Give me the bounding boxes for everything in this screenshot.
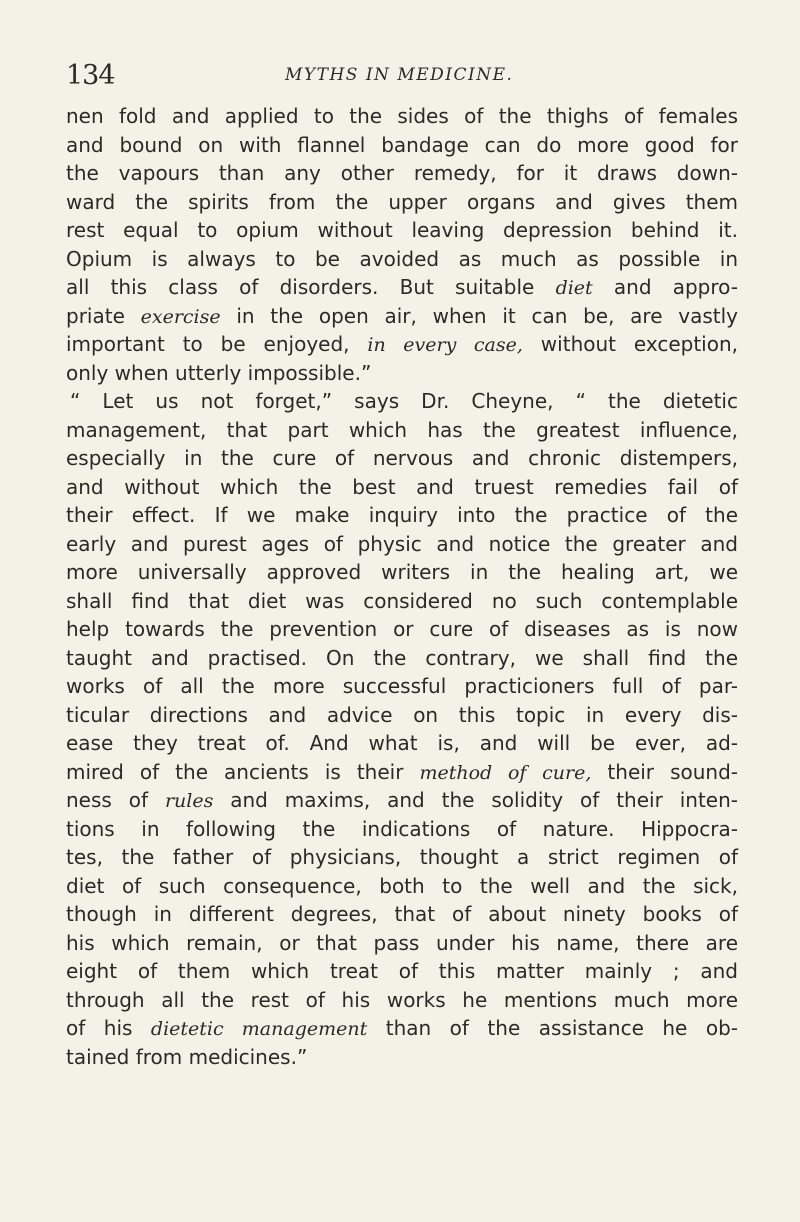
text-line xyxy=(66,159,738,188)
page-header xyxy=(66,54,734,94)
text-segment: shall find that diet was considered no such contemplable xyxy=(66,588,738,613)
text-line xyxy=(66,131,738,160)
text-line xyxy=(66,644,738,673)
italic-text: diet xyxy=(555,277,593,299)
text-segment: ticular directions and advice on this topic in every dis- xyxy=(66,702,738,727)
text-segment: works of all the more successful practicioners full of par- xyxy=(66,674,738,698)
text-line xyxy=(66,273,738,302)
text-segment: their sound- xyxy=(591,759,738,784)
text-segment: tained from medicines.” xyxy=(66,1044,308,1069)
text-line xyxy=(66,1043,738,1072)
text-line xyxy=(66,1014,738,1043)
text-line xyxy=(66,843,738,872)
text-segment: the vapours than any other remedy, for it draws down- xyxy=(66,161,738,185)
text-line xyxy=(66,473,738,502)
text-segment: tions in following the indications of nature. Hippocra- xyxy=(66,816,738,841)
text-segment: more universally approved writers in the healing art, we xyxy=(66,560,738,584)
text-line xyxy=(66,102,738,131)
text-segment: diet of such consequence, both to the well and the sick, xyxy=(66,873,738,898)
text-line xyxy=(66,986,738,1015)
text-segment: and without which the best and truest remedies fail of xyxy=(66,474,738,499)
text-line xyxy=(66,188,738,217)
text-line xyxy=(66,786,738,815)
text-line xyxy=(66,815,738,844)
text-line xyxy=(66,245,738,274)
text-segment: through all the rest of his works he mentions much more xyxy=(66,987,738,1012)
text-segment: tes, the father of physicians, thought a strict regimen of xyxy=(66,845,738,869)
text-line xyxy=(66,330,738,359)
text-line xyxy=(66,929,738,958)
text-line xyxy=(66,615,738,644)
text-segment: priate xyxy=(66,303,141,328)
text-segment: mired of the ancients is their xyxy=(66,759,420,784)
text-line xyxy=(66,701,738,730)
text-line xyxy=(66,587,738,616)
text-segment: only when utterly impossible.” xyxy=(66,360,372,385)
text-line xyxy=(66,672,738,701)
text-segment: than of the assistance he ob- xyxy=(367,1016,738,1040)
text-line xyxy=(66,444,738,473)
text-segment: especially in the cure of nervous and chronic distempers, xyxy=(66,446,738,470)
text-line xyxy=(66,900,738,929)
text-segment: ness of xyxy=(66,788,165,812)
text-line xyxy=(66,957,738,986)
running-head: MYTHS IN MEDICINE. xyxy=(285,65,514,85)
text-line xyxy=(66,302,738,331)
text-segment: all this class of disorders. But suitable xyxy=(66,275,556,299)
text-segment: rest equal to opium without leaving depression behind it. xyxy=(66,218,738,242)
text-segment: help towards the prevention or cure of diseases as is now xyxy=(66,617,738,641)
text-segment: important to be enjoyed, xyxy=(66,332,368,356)
text-line xyxy=(66,758,738,787)
italic-text: exercise xyxy=(140,305,221,328)
italic-text: method of cure, xyxy=(419,761,592,784)
text-segment: “ Let us not forget,” says Dr. Cheyne, “ the dietetic xyxy=(70,389,738,413)
text-segment: and appro- xyxy=(592,275,738,299)
text-segment: and maxims, and the solidity of their inten- xyxy=(213,788,738,812)
text-line xyxy=(66,558,738,587)
text-line xyxy=(66,387,738,416)
text-line xyxy=(66,872,738,901)
text-segment: eight of them which treat of this matter mainly ; and xyxy=(66,959,738,983)
text-segment: Opium is always to be avoided as much as possible in xyxy=(66,246,738,271)
text-segment: ward the spirits from the upper organs and gives them xyxy=(66,189,738,214)
text-line xyxy=(66,501,738,530)
text-segment: his which remain, or that pass under his name, there are xyxy=(66,930,738,955)
text-segment: ease they treat of. And what is, and will be ever, ad- xyxy=(66,731,738,755)
italic-text: in every case, xyxy=(367,334,523,356)
text-line xyxy=(66,729,738,758)
text-segment: their effect. If we make inquiry into the practice of the xyxy=(66,503,738,527)
text-segment: in the open air, when it can be, are vastly xyxy=(220,303,738,328)
italic-text: dietetic management xyxy=(150,1018,368,1040)
text-line xyxy=(66,216,738,245)
text-segment: without exception, xyxy=(522,332,738,356)
text-line xyxy=(66,530,738,559)
text-segment: though in different degrees, that of about ninety books of xyxy=(66,902,738,926)
text-segment: of his xyxy=(66,1016,151,1040)
text-line xyxy=(66,416,738,445)
page-number: 134 xyxy=(66,60,115,91)
text-segment: nen fold and applied to the sides of the thighs of females xyxy=(66,104,738,128)
italic-text: rules xyxy=(164,790,214,812)
text-segment: early and purest ages of physic and notice the greater and xyxy=(66,531,738,556)
text-segment: management, that part which has the greatest influence, xyxy=(66,417,738,442)
text-segment: and bound on with flannel bandage can do more good for xyxy=(66,132,738,157)
text-segment: taught and practised. On the contrary, we shall find the xyxy=(66,645,738,670)
text-line xyxy=(66,359,738,388)
body-text xyxy=(66,102,738,1071)
